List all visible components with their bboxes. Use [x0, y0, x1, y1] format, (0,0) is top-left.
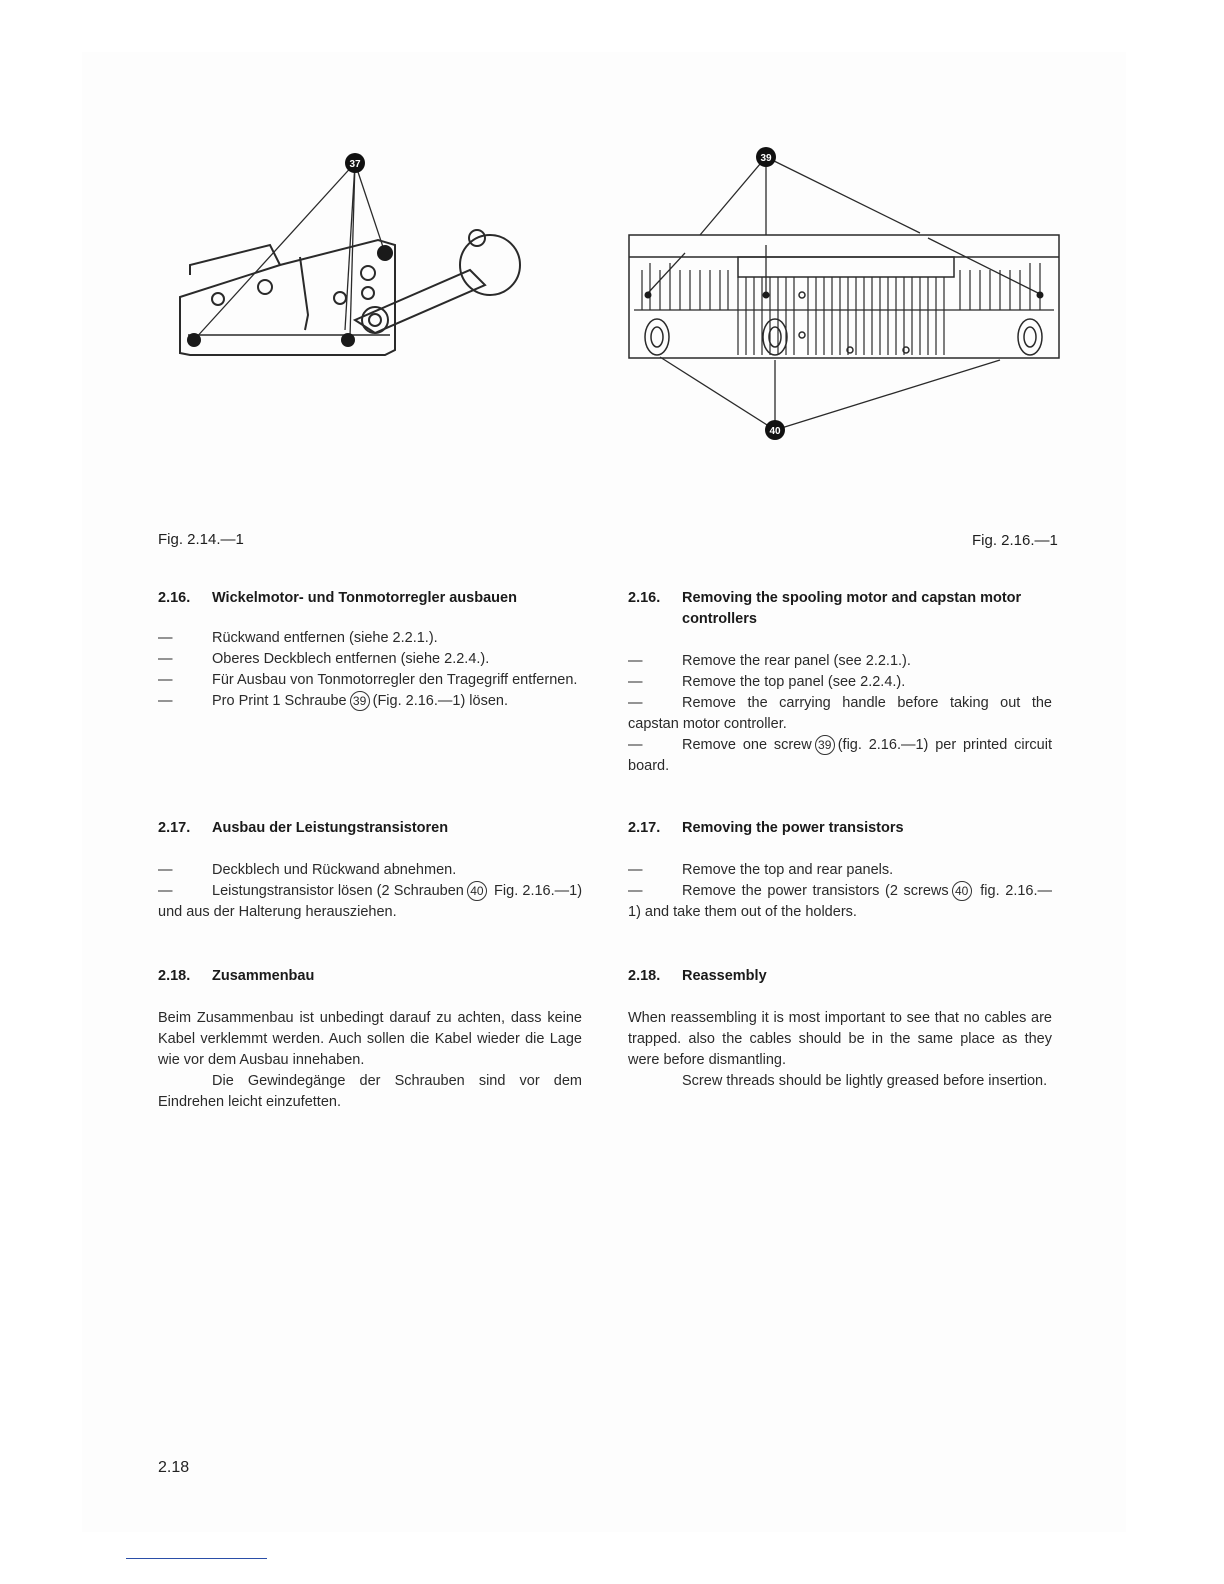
- text-part: Pro Print 1 Schraube: [212, 693, 347, 709]
- text-part: Remove the power transistors (2 screws: [682, 883, 949, 899]
- section-heading-en-2-17: [628, 818, 1052, 839]
- section-number: 2.16.: [628, 590, 661, 606]
- figure-2-14-1-drawing: [170, 145, 530, 365]
- dash: —: [628, 862, 643, 878]
- section-title: Zusammenbau: [212, 968, 315, 984]
- text-part: Remove one screw: [682, 737, 812, 753]
- list-item-wrapped: [628, 881, 1052, 923]
- dash: —: [628, 737, 643, 753]
- page-number: 2.18: [158, 1459, 190, 1476]
- paragraph: Screw threads should be lightly greased before insertion.: [682, 1073, 1048, 1089]
- figure-caption-left: Fig. 2.14.—1: [158, 531, 244, 548]
- text-part: Leistungstransistor lösen (2 Schrauben: [212, 883, 464, 899]
- list-item-text: Remove the rear panel (see 2.2.1.).: [682, 653, 911, 669]
- list-item: [158, 670, 582, 691]
- dash: —: [158, 672, 173, 688]
- step-list-de-2-16: [158, 628, 582, 712]
- screw-37-b: [377, 245, 393, 261]
- list-item: [158, 691, 582, 712]
- list-item: [158, 628, 582, 649]
- paragraph: Die Gewindegänge der Schrauben sind vor dem Eindrehen leicht einzufetten.: [158, 1073, 582, 1110]
- list-item-wrapped: [628, 735, 1052, 777]
- dash: —: [628, 883, 643, 899]
- german-column-2-17: [158, 818, 582, 923]
- section-title: Removing the spooling motor and capstan motor controllers: [682, 590, 1022, 627]
- list-item: [628, 860, 1052, 881]
- power-transistors: [645, 292, 1042, 355]
- section-number: 2.18.: [158, 968, 191, 984]
- paragraph: Beim Zusammenbau ist unbedingt darauf zu achten, dass keine Kabel verklemmt werden. Auch sollen die Kabel wieder die Lage wie vor dem Ausbau innehaben.: [158, 1010, 582, 1068]
- screw-reference-39: 39: [815, 735, 835, 755]
- dash: —: [158, 862, 173, 878]
- dash: —: [158, 693, 173, 709]
- english-column-2-17: [628, 818, 1052, 923]
- dash: —: [158, 651, 173, 667]
- list-item-text: Deckblech und Rückwand abnehmen.: [212, 862, 457, 878]
- section-title: Removing the power transistors: [682, 820, 904, 836]
- section-heading-de-2-17: [158, 818, 582, 839]
- screw-37-a: [187, 333, 201, 347]
- dash: —: [628, 695, 643, 711]
- dash: —: [158, 630, 173, 646]
- dash: —: [158, 883, 173, 899]
- list-item: [158, 649, 582, 670]
- callout-39-label: 39: [760, 153, 772, 164]
- section-number: 2.18.: [628, 968, 661, 984]
- section-number: 2.17.: [158, 820, 191, 836]
- screw-reference-40: 40: [467, 881, 487, 901]
- section-heading-de-2-16: [158, 588, 582, 609]
- section-heading-en-2-18: [628, 966, 1052, 987]
- text-part: Remove the carrying handle before taking out the capstan motor controller.: [628, 695, 1052, 732]
- callout-40-label: 40: [769, 426, 781, 437]
- section-number: 2.16.: [158, 590, 191, 606]
- dash: —: [628, 674, 643, 690]
- list-item: [628, 672, 1052, 693]
- section-heading-de-2-18: [158, 966, 582, 987]
- section-heading-en-2-16: [628, 588, 1052, 630]
- german-column-2-18: [158, 966, 582, 1113]
- list-item: [158, 860, 582, 881]
- list-item-text: Rückwand entfernen (siehe 2.2.1.).: [212, 630, 438, 646]
- english-column: [628, 588, 1052, 777]
- text-part: fig. 2.16.—1) and take them out of the holders.: [628, 883, 1052, 920]
- english-column-2-18: [628, 966, 1052, 1092]
- figure-caption-right: Fig. 2.16.—1: [972, 532, 1058, 549]
- screw-reference-39: 39: [350, 691, 370, 711]
- list-item-wrapped: [158, 881, 582, 923]
- callout-37-label: 37: [349, 159, 361, 170]
- section-title: Reassembly: [682, 968, 767, 984]
- german-column: [158, 588, 582, 712]
- text-part: (Fig. 2.16.—1) lösen.: [372, 693, 509, 709]
- section-title: Wickelmotor- und Tonmotorregler ausbauen: [212, 590, 517, 606]
- text-part: Fig. 2.16.—1) und aus der Halterung herausziehen.: [158, 883, 583, 920]
- section-title: Ausbau der Leistungstransistoren: [212, 820, 449, 836]
- list-item-text: Remove the top and rear panels.: [682, 862, 894, 878]
- text-part: (fig. 2.16.—1) per printed circuit board.: [628, 737, 1053, 774]
- screw-37-c: [341, 333, 355, 347]
- list-item-text: Remove the top panel (see 2.2.4.).: [682, 674, 906, 690]
- dash: —: [628, 653, 643, 669]
- list-item-text: Für Ausbau von Tonmotorregler den Tragegriff entfernen.: [212, 672, 578, 688]
- list-item-text: Oberes Deckblech entfernen (siehe 2.2.4.).: [212, 651, 490, 667]
- screw-reference-40: 40: [952, 881, 972, 901]
- list-item-wrapped: [628, 693, 1052, 735]
- figure-2-16-1-drawing: [620, 145, 1068, 445]
- list-item: [628, 651, 1052, 672]
- section-number: 2.17.: [628, 820, 661, 836]
- paragraph: When reassembling it is most important to see that no cables are trapped. also the cables should be in the same place as they were before dismantling.: [628, 1010, 1052, 1068]
- list-item-text: [212, 691, 582, 712]
- footer-rule: [126, 1558, 267, 1559]
